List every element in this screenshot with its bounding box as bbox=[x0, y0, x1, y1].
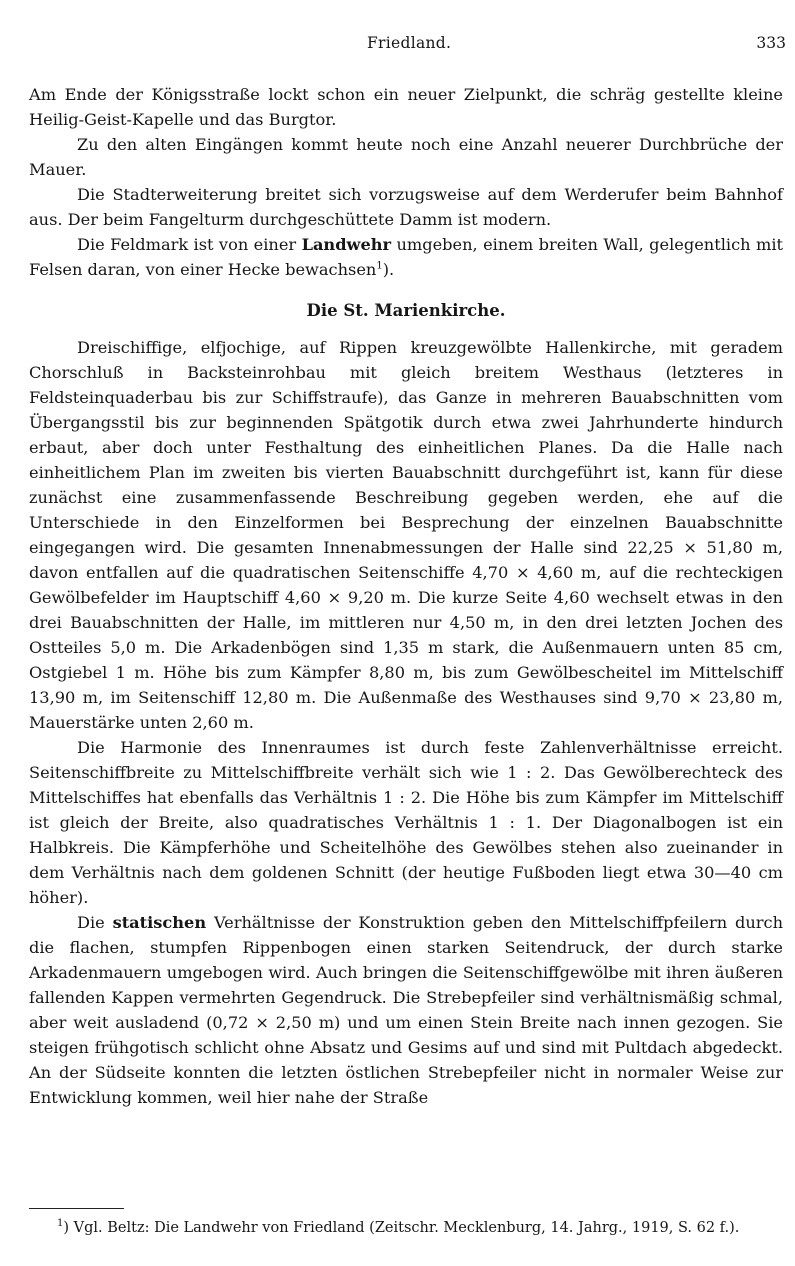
page-header bbox=[80, 34, 786, 56]
footnote-divider bbox=[29, 1208, 124, 1209]
statik-text-start: Die bbox=[77, 913, 113, 932]
paragraph-statik bbox=[29, 910, 783, 1110]
paragraph-burgtor: Am Ende der Königsstraße lockt schon ein neuer Zielpunkt, die schräg gestellte kleine Heilig-Geist-Kapelle und das Burgtor. bbox=[29, 85, 783, 129]
footnote bbox=[29, 1218, 779, 1238]
paragraph-landwehr bbox=[29, 232, 783, 282]
landwehr-emphasis: Landwehr bbox=[301, 235, 392, 254]
body-text bbox=[29, 82, 783, 1110]
landwehr-closing: ). bbox=[382, 260, 395, 279]
footnote-reference[interactable]: 1 bbox=[376, 260, 383, 272]
landwehr-text-end: umgeben, einem breiten Wall, gelegentlich mit Felsen daran, von einer Hecke bewachsen bbox=[29, 235, 783, 279]
footnote-text: ) Vgl. Beltz: Die Landwehr von Friedland (Zeitschr. Mecklenburg, 14. Jahrg., 1919, S. 62 f.). bbox=[63, 1220, 740, 1236]
statik-emphasis: statischen bbox=[112, 913, 207, 932]
paragraph-beschreibung: Dreischiffige, elfjochige, auf Rippen kreuzgewölbte Hallenkirche, mit geradem Chorschluß in Backsteinrohbau mit gleich breitem Westhaus (letzteres in Feldsteinquaderbau bis zur Schiffstraufe), das Ganze in mehreren Bauabschnitten vom Übergangsstil bis zur beginnenden Spätgotik durch etwa zwei Jahrhunderte hindurch erbaut, aber doch unter Festhaltung des einheitlichen Planes. Da die Halle nach einheitlichem Plan im zweiten bis vierten Bauabschnitt durchgeführt ist, kann für diese zunächst eine zusammenfassende Beschreibung gegeben werden, ehe auf die Unterschiede in den Einzelformen bei Besprechung der einzelnen Bauabschnitte eingegangen wird. Die gesamten Innenabmessungen der Halle sind 22,25 × 51,80 m, davon entfallen auf die quadratischen Seitenschiffe 4,70 × 4,60 m, auf die rechteckigen Gewölbefelder im Hauptschiff 4,60 × 9,20 m. Die kurze Seite 4,60 wechselt etwas in den drei Bauabschnitten der Halle, im mittleren nur 4,50 m, in den drei letzten Jochen des Ostteiles 5,0 m. Die Arkadenbögen sind 1,35 m stark, die Außenmauern unten 85 cm, Ostgiebel 1 m. Höhe bis zum Kämpfer 8,80 m, bis zum Gewölbescheitel im Mittelschiff 13,90 m, im Seitenschiff 12,80 m. Die Außenmaße des Westhauses sind 9,70 × 23,80 m, Mauerstärke unten 2,60 m. bbox=[29, 338, 783, 732]
landwehr-text-start: Die Feldmark ist von einer bbox=[77, 235, 302, 254]
footnote-marker: 1 bbox=[57, 1218, 64, 1230]
paragraph-eingaenge: Zu den alten Eingängen kommt heute noch eine Anzahl neuerer Durchbrüche der Mauer. bbox=[29, 135, 783, 179]
running-head: Friedland. bbox=[367, 34, 452, 52]
page-number: 333 bbox=[756, 34, 786, 52]
section-heading: Die St. Marienkirche. bbox=[306, 301, 506, 320]
statik-text-end: Verhältnisse der Konstruktion geben den Mittelschiffpfeilern durch die flachen, stumpfen Rippenbogen einen starken Seitendruck, der durch starke Arkadenmauern umgebogen wird. Auch bringen die Seitenschiffgewölbe mit ihren äußeren fallenden Kappen vermehrten Gegendruck. Die Strebepfeiler sind verhältnismäßig schmal, aber weit ausladend (0,72 × 2,50 m) und um einen Stein Breite nach innen gezogen. Sie steigen frühgotisch schlicht ohne Absatz und Gesims auf und sind mit Pultdach abgedeckt. An der Südseite konnten die letzten östlichen Strebepfeiler nicht in normaler Weise zur Entwicklung kommen, weil hier nahe der Straße bbox=[29, 913, 783, 1107]
paragraph-stadterweiterung: Die Stadterweiterung breitet sich vorzugsweise auf dem Werderufer beim Bahnhof aus. Der beim Fangelturm durchgeschüttete Damm ist modern. bbox=[29, 185, 783, 229]
paragraph-harmonie: Die Harmonie des Innenraumes ist durch feste Zahlenverhältnisse erreicht. Seitenschiffbreite zu Mittelschiffbreite verhält sich wie 1 : 2. Das Gewölberechteck des Mittelschiffes hat ebenfalls das Verhältnis 1 : 2. Die Höhe bis zum Kämpfer im Mittelschiff ist gleich der Breite, also quadratisches Verhältnis 1 : 1. Der Diagonalbogen ist ein Halbkreis. Die Kämpferhöhe und Scheitelhöhe des Gewölbes stehen also zueinander in dem Verhältnis nach dem goldenen Schnitt (der heutige Fußboden liegt etwa 30—40 cm höher). bbox=[29, 738, 783, 907]
